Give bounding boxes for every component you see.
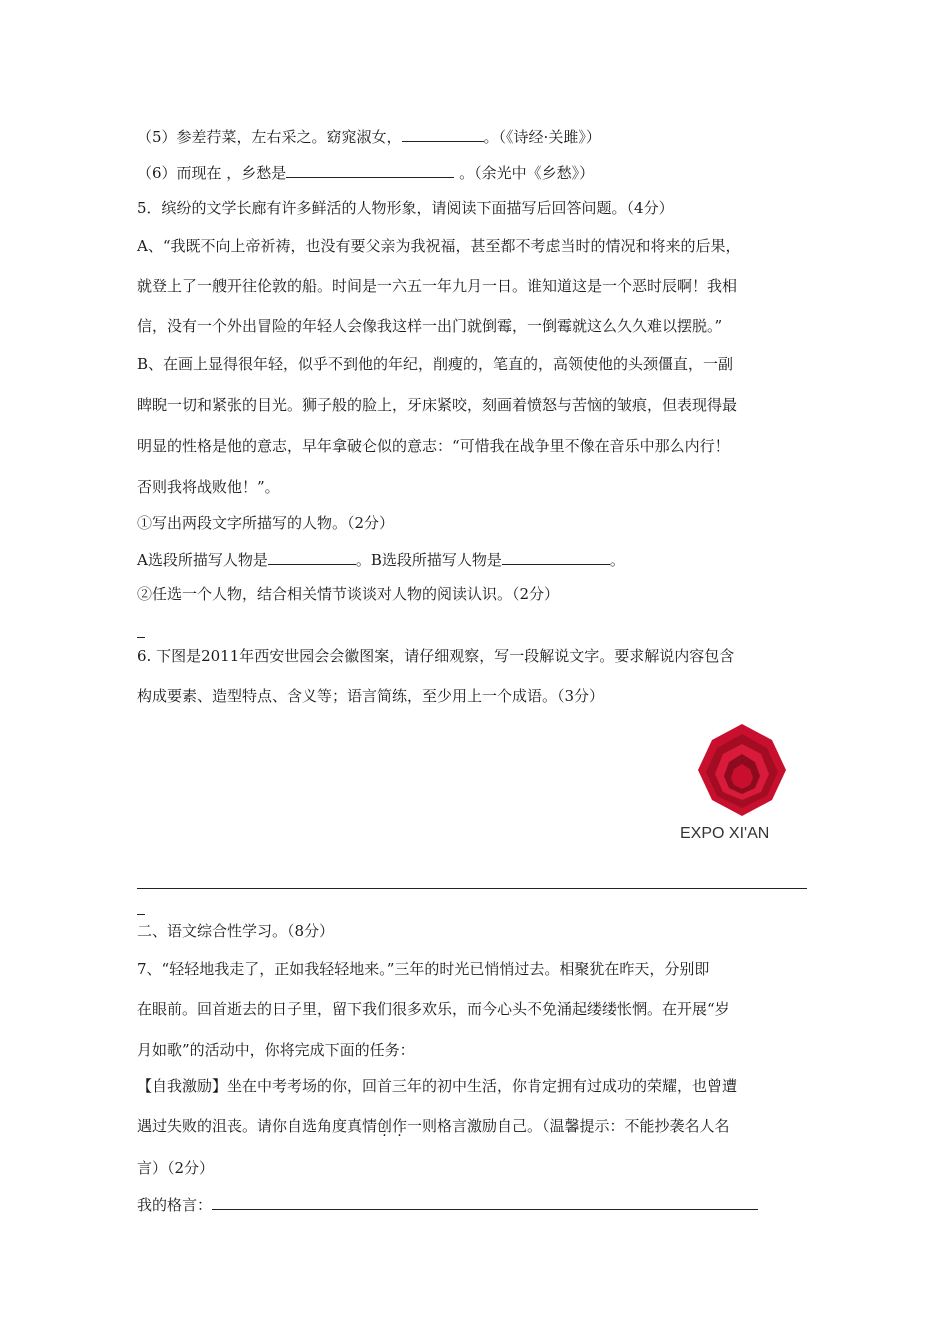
q7-motto — [137, 1193, 758, 1216]
motto-answer-line[interactable] — [212, 1193, 758, 1210]
q4-item5 — [137, 125, 601, 148]
q6-answer-line[interactable] — [137, 888, 807, 889]
q5-passage-a-line1: A、“我既不向上帝祈祷，也没有要父亲为我祝福，甚至都不考虑当时的情况和将来的后果， — [137, 237, 741, 255]
q7-line4: 【自我激励】坐在中考考场的你，回首三年的初中生活，你肯定拥有过成功的荣耀，也曾遭 — [137, 1077, 738, 1095]
q5-answer-mark — [137, 637, 145, 638]
q5-passage-b-line1: B、在画上显得很年轻，似乎不到他的年纪，削瘦的，笔直的，高领使他的头颈僵直，一副 — [137, 355, 734, 373]
q4-item6-source: 。（余光中《乡愁》） — [454, 164, 595, 182]
expo-xian-logo — [672, 718, 812, 858]
q5-answer-a-blank[interactable] — [268, 548, 356, 565]
section2-heading: 二、语文综合性学习。（8分） — [137, 922, 335, 940]
q4-item6-prefix: （6）而现在 ，乡愁是 — [137, 164, 287, 182]
q6-line1: 6. 下图是2011年西安世园会会徽图案，请仔细观察，写一段解说文字。要求解说内容包含 — [137, 647, 735, 665]
q5-answer-b-blank[interactable] — [502, 548, 610, 565]
q7-line5 — [137, 1115, 730, 1137]
q4-item5-source: 。（《诗经·关雎》） — [483, 128, 601, 146]
q7-emphasis-char-2: 作 — [392, 1117, 408, 1135]
q6-line2: 构成要素、造型特点、含义等；语言简练，至少用上一个成语。（3分） — [137, 687, 605, 705]
logo-wordmark: EXPO XI'AN — [680, 825, 770, 842]
q5-stem: 5．缤纷的文学长廊有许多鲜活的人物形象，请阅读下面描写后回答问题。（4分） — [137, 199, 674, 217]
q5-sub1-answer — [137, 548, 625, 571]
q7-line1: 7、“轻轻地我走了，正如我轻轻地来。”三年的时光已悄悄过去。相聚犹在昨天，分别即 — [137, 960, 710, 978]
q5-sub1-answer-b-label: 。B选段所描写人物是 — [355, 551, 502, 569]
q4-item5-prefix: （5）参差荇菜，左右采之。窈窕淑女， — [137, 128, 402, 146]
q7-line5-end: 一则格言激励自己。（温馨提示：不能抄袭名人名 — [407, 1117, 730, 1135]
q7-line6: 言）（2分） — [137, 1159, 215, 1177]
flower-emblem — [698, 724, 786, 816]
q5-passage-b-line2: 睥睨一切和紧张的目光。狮子般的脸上，牙床紧咬，刻画着愤怒与苦恼的皱痕，但表现得最 — [137, 396, 738, 414]
motto-label: 我的格言： — [137, 1196, 213, 1214]
q5-passage-b-line4: 否则我将战败他！”。 — [137, 478, 280, 496]
q5-sub2: ②任选一个人物，结合相关情节谈谈对人物的阅读认识。（2分） — [137, 585, 560, 603]
q5-sub1-answer-a-label: A选段所描写人物是 — [137, 551, 268, 569]
q7-line2: 在眼前。回首逝去的日子里，留下我们很多欢乐，而今心头不免涌起缕缕怅惘。在开展“岁 — [137, 1000, 730, 1018]
q7-line3: 月如歌”的活动中，你将完成下面的任务： — [137, 1041, 415, 1059]
q6-answer-mark — [137, 914, 145, 915]
q5-passage-a-line3: 信，没有一个外出冒险的年轻人会像我这样一出门就倒霉，一倒霉就这么久久难以摆脱。” — [137, 317, 723, 335]
q4-item6-blank[interactable] — [286, 161, 454, 178]
q4-item6 — [137, 161, 594, 184]
q5-sub1: ①写出两段文字所描写的人物。（2分） — [137, 514, 395, 532]
q5-sub1-answer-end: 。 — [609, 551, 625, 569]
q7-line5-start: 遇过失败的沮丧。请你自选角度真情 — [137, 1117, 378, 1135]
q5-passage-a-line2: 就登上了一艘开往伦敦的船。时间是一六五一年九月一日。谁知道这是一个恶时辰啊！我相 — [137, 277, 738, 295]
q4-item5-blank[interactable] — [402, 125, 484, 142]
q5-passage-b-line3: 明显的性格是他的意志，早年拿破仑似的意志：“可惜我在战争里不像在音乐中那么内行！ — [137, 437, 730, 455]
q7-emphasis-char-1: 创 — [377, 1117, 393, 1135]
